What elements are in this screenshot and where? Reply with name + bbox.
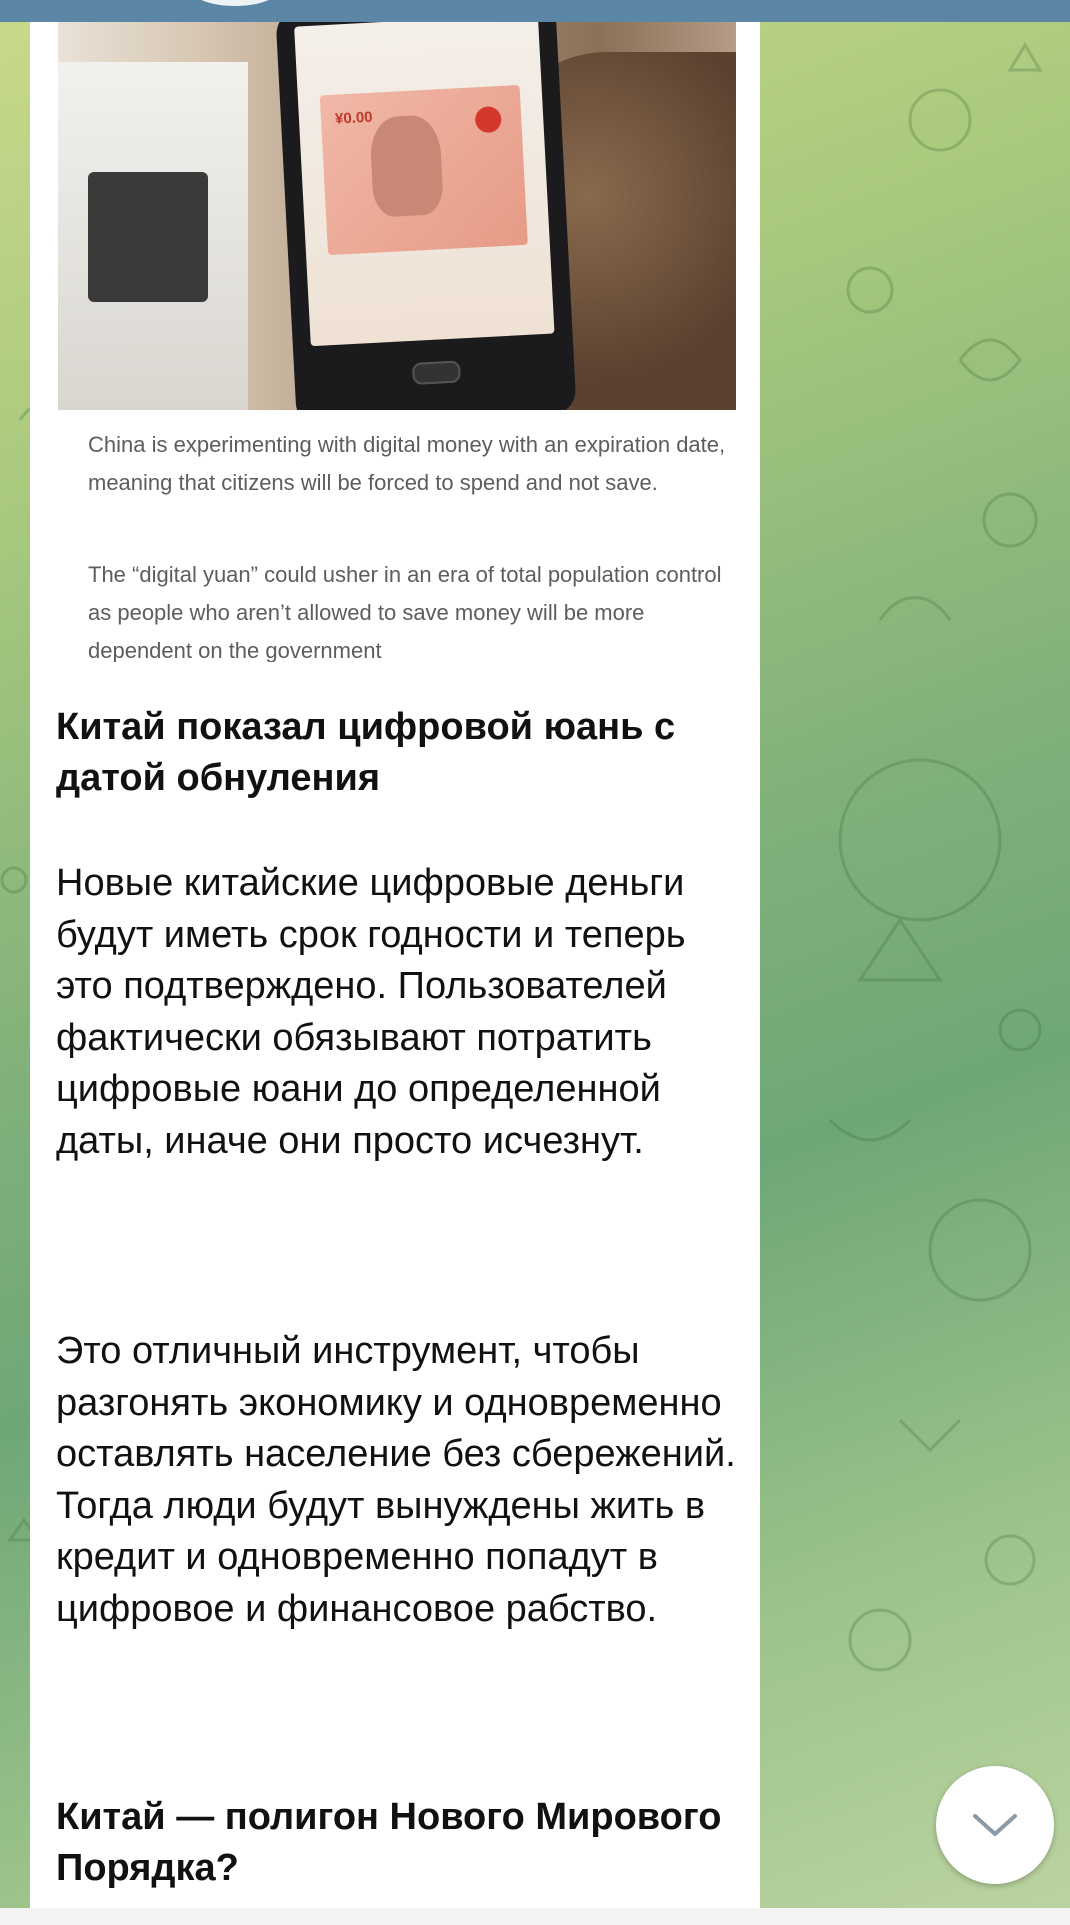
phone-image: [275, 22, 577, 410]
scroll-down-button[interactable]: [936, 1766, 1054, 1884]
post-paragraph-2: Это отличный инструмент, чтобы разгонять экономику и одновременно оставлять население без сбережений. Тогда люди будут вынуждены жить в кредит и одновременно попадут в цифровое и финансовое рабство.: [56, 1330, 736, 1630]
chevron-down-icon: [971, 1810, 1019, 1840]
kiosk-screen: [88, 172, 208, 302]
media-caption-1: China is experimenting with digital money with an expiration date, meaning that citizens will be forced to spend and not save.: [88, 432, 726, 495]
media-caption-2: The “digital yuan” could usher in an era of total population control as people who aren’t allowed to save money will be more dependent on the government: [88, 562, 722, 662]
phone-screen: [294, 22, 554, 346]
post-media[interactable]: [58, 22, 736, 662]
message-bubble: [30, 22, 760, 1908]
post-paragraph-1: Новые китайские цифровые деньги будут иметь срок годности и теперь это подтверждено. Пользователей фактически обязывают потратить цифровые юани до определенной даты, иначе они просто исчезнут.: [56, 862, 686, 1162]
avatar: [190, 0, 280, 6]
portrait-image: [369, 114, 444, 218]
phone-home-button: [412, 360, 461, 384]
post-title: Китай показал цифровой юань с датой обнуления: [56, 706, 676, 799]
seal-icon: [475, 106, 502, 133]
kiosk-image: [58, 62, 248, 410]
top-bar: [0, 0, 1070, 22]
post-photo[interactable]: [58, 22, 736, 410]
bottom-edge: [0, 1908, 1070, 1925]
phone-amount: ¥0.00: [334, 108, 373, 128]
post-closing-question: Китай — полигон Нового Мирового Порядка?: [56, 1796, 722, 1889]
